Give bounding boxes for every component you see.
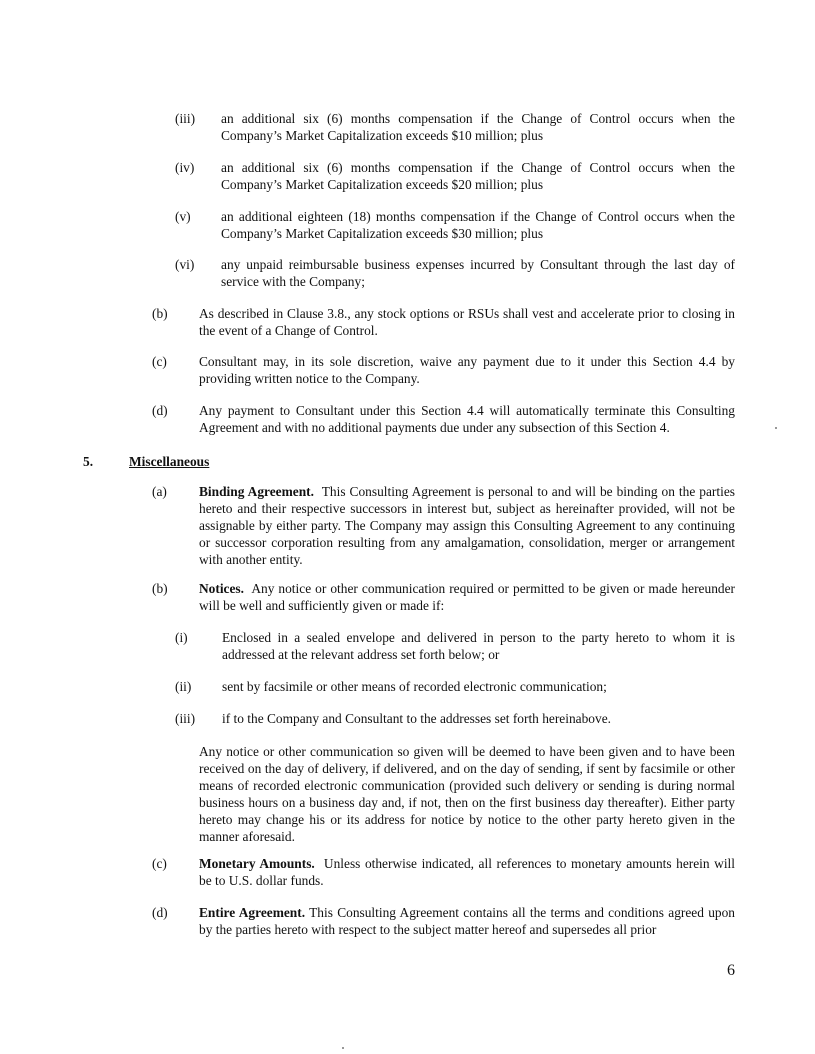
- item-label: (c): [152, 354, 167, 369]
- item-text: any unpaid reimbursable business expenses incurred by Consultant through the last day of service with the Company;: [221, 257, 735, 289]
- section-number: 5.: [83, 454, 94, 469]
- item-body: This Consulting Agreement contains all the terms and conditions agreed upon by the parties hereto with respect to the subject matter hereof and supersedes all prior: [199, 905, 735, 937]
- item-label: (vi): [175, 257, 195, 272]
- scan-speck: [775, 427, 777, 429]
- item-label: (v): [175, 209, 191, 224]
- item-text: [199, 855, 735, 889]
- item-label: (c): [152, 856, 167, 871]
- item-label: (iv): [175, 160, 195, 175]
- notice-paragraph: Any notice or other communication so given will be deemed to have been given and to have been received on the day of delivery, if delivered, and on the day of sending, if sent by facsimile or other means of recorded electronic communication (provided such delivery or sending is during normal business hours on a business day and, if not, then on the first business day thereafter). Either party hereto may change his or its address for notice by notice to the other party hereto given in the manner aforesaid.: [199, 744, 735, 844]
- section-title: Miscellaneous: [129, 454, 210, 469]
- item-text: an additional six (6) months compensation if the Change of Control occurs when the Company’s Market Capitalization exceeds $20 million; plus: [221, 160, 735, 192]
- page-number: 6: [727, 962, 735, 979]
- item-body: Any notice or other communication required or permitted to be given or made hereunder will be well and sufficiently given or made if:: [199, 581, 735, 613]
- item-text: [199, 483, 735, 568]
- item-body: This Consulting Agreement is personal to and will be binding on the parties hereto and their respective successors in interest but, subject as hereinafter provided, will not be assignable by either party. The Company may assign this Consulting Agreement to any continuing or successor corporation resulting from any amalgamation, consolidation, merger or arrangement with another entity.: [199, 484, 735, 567]
- item-label: (d): [152, 905, 168, 920]
- item-label: (a): [152, 484, 167, 499]
- subitem-text: Enclosed in a sealed envelope and delivered in person to the party hereto to whom it is addressed at the relevant address set forth below; or: [222, 630, 735, 662]
- item-label: (d): [152, 403, 168, 418]
- item-text: Consultant may, in its sole discretion, waive any payment due to it under this Section 4.4 by providing written notice to the Company.: [199, 354, 735, 386]
- subitem-label: (iii): [175, 711, 196, 726]
- item-term: Binding Agreement.: [199, 484, 314, 499]
- item-label: (b): [152, 581, 168, 596]
- item-term: Entire Agreement.: [199, 905, 306, 920]
- subitem-text: sent by facsimile or other means of recorded electronic communication;: [222, 679, 607, 694]
- item-text: an additional eighteen (18) months compensation if the Change of Control occurs when the Company’s Market Capitalization exceeds $30 million; plus: [221, 209, 735, 241]
- subitem-label: (i): [175, 630, 188, 645]
- item-text: Any payment to Consultant under this Section 4.4 will automatically terminate this Consulting Agreement and with no additional payments due under any subsection of this Section 4.: [199, 403, 735, 435]
- item-text: [199, 904, 735, 938]
- subitem-text: if to the Company and Consultant to the addresses set forth hereinabove.: [222, 711, 611, 726]
- item-body: Unless otherwise indicated, all references to monetary amounts herein will be to U.S. dollar funds.: [199, 856, 735, 888]
- subitem-label: (ii): [175, 679, 192, 694]
- scan-speck: [342, 1047, 344, 1049]
- item-label: (iii): [175, 111, 196, 126]
- item-text: As described in Clause 3.8., any stock options or RSUs shall vest and accelerate prior to closing in the event of a Change of Control.: [199, 306, 735, 338]
- item-text: an additional six (6) months compensation if the Change of Control occurs when the Company’s Market Capitalization exceeds $10 million; plus: [221, 111, 735, 143]
- item-text: [199, 580, 735, 614]
- item-label: (b): [152, 306, 168, 321]
- item-term: Notices.: [199, 581, 244, 596]
- item-term: Monetary Amounts.: [199, 856, 315, 871]
